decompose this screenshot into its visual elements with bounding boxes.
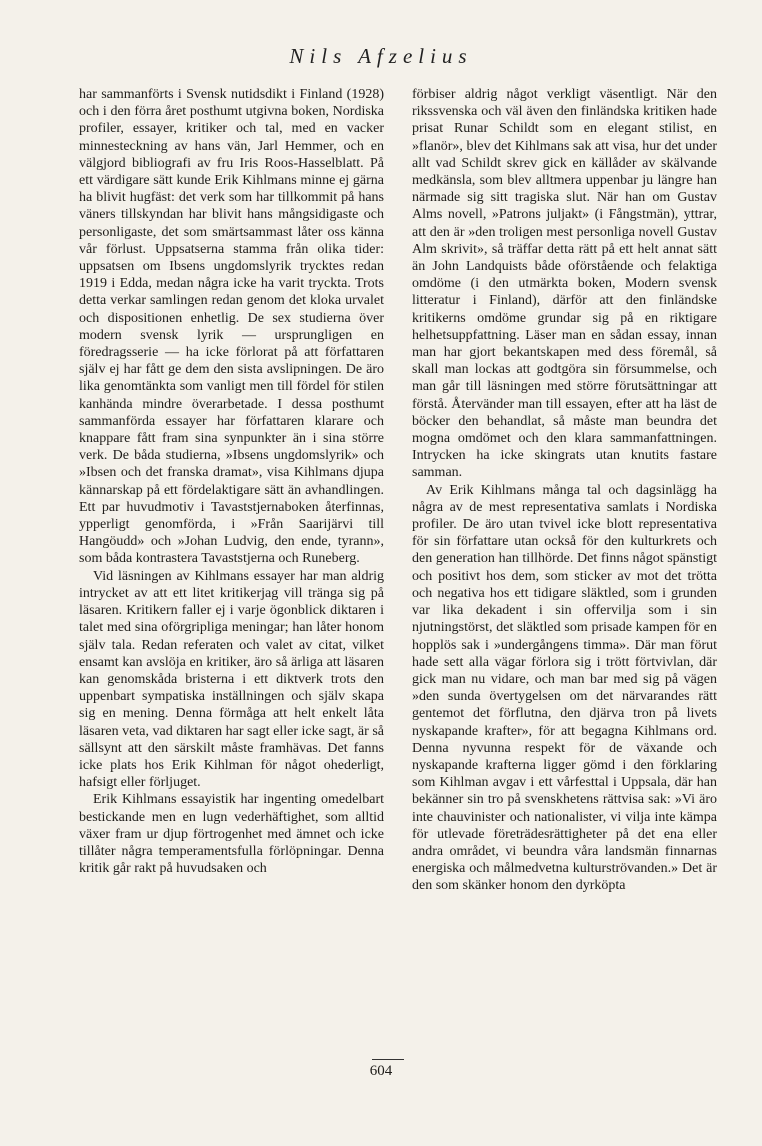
page-number: 604 [369, 1063, 393, 1079]
paragraph: Erik Kihlmans essayistik har ingenting omedelbart bestickande men en lugn vederhäftighet, som alltid växer fram ur djup förtrogenhet med ämnet och icke tillåter några temperamentsfulla förlöpningar. Denna kritik går rakt på huvudsaken och [79, 792, 384, 877]
paragraph: Vid läsningen av Kihlmans essayer har man aldrig intrycket av att ett litet kritikerjag vill tränga sig på läsaren. Kritikern faller ej i varje ögonblick diktaren i talet med sina oförgripliga meningar; han låter honom själv tala. Redan referaten och valet av citat, vilket ensamt kan avslöja en kritiker, äro så ärliga att läsaren kan genomskåda bristerna i ett diktverk trots den uppenbart sympatiska inställningen och själv skapa sig en mening. Denna förmåga att helt enkelt låta läsaren veta, vad diktaren har sagt eller icke sagt, är så sällsynt att den särskilt måste framhävas. Det fanns icke plats hos Erik Kihlman för något ohederligt, hafsigt eller förljuget. [79, 568, 384, 791]
right-column [412, 86, 717, 895]
paragraph: förbiser aldrig något verkligt väsentligt. När den rikssvenska och väl även den finländska kritiken hade prisat Runar Schildt som en elegant stilist, en »flanör», blev det Kihlmans sak att visa, hur det under allt vad Schildt skrev gick en källåder av skälvande medkänsla, som blev alltmera uppenbar ju längre han närmade sig sitt tragiska slut. När han om Gustav Alms novell, »Patrons juljakt» (i Fångstmän), yttrar, att den är »den troligen mest personliga novell Gustav Alm skrivit», så träffar detta rätt på ett helt annat sätt än John Landquists både oförstående och felaktiga omdöme (i den utmärkta boken, Modern svensk litteratur i Finland), därför att den finländske kritikerns omdöme grundar sig på en riktigare helhetsuppfattning. Läser man en sådan essay, innan man har gjort bekantskapen med dess föremål, så skall man lockas att godtgöra sin försummelse, och man går till läsningen med större förutsättningar att förstå. Återvänder man till essayen, efter att ha läst de böcker den behandlat, så måste man beundra det mogna omdömet och den klara sammanfattningen. Intrycken ha icke skingrats utan knutits fastare samman. [412, 87, 717, 481]
left-column [79, 86, 384, 877]
page-number-rule [372, 1059, 404, 1060]
running-head: Nils Afzelius [289, 44, 473, 68]
paragraph: har sammanförts i Svensk nutidsdikt i Finland (1928) och i den förra året posthumt utgivna boken, Nordiska profiler, essayer, kritiker och tal, med en vacker minnesteckning av hans vän, Jarl Hemmer, och en välgjord bibliografi av fru Iris Roos-Hasselblatt. På ett värdigare sätt kunde Erik Kihlmans minne ej gärna ha blivit hugfäst: det verk som har tillkommit på hans väners tillskyndan har blivit hans mångsidigaste och personligaste, det som smärtsammast låter oss känna vår förlust. Uppsatserna stamma från olika tider: uppsatsen om Ibsens ungdomslyrik trycktes redan 1919 i Edda, medan några icke ha varit tryckta. Trots detta verkar samlingen redan genom det kloka urvalet och dispositionen enhetlig. De sex studierna över modern svensk lyrik — ursprungligen en föredragsserie — ha icke förlorat på att författaren själv ej har fått ge dem den sista avslipningen. De äro lika genomtänkta som vanligt men till fördel för stilen kanhända mindre överarbetade. I dessa posthumt sammanförda essayer har författaren klarare och knappare fått fram sina synpunkter än i sina större verk. De båda studierna, »Ibsens ungdomslyrik» och »Ibsen och det franska dramat», visa Kihlmans djupa kännarskap på ett fördelaktigare sätt än avhandlingen. Ett par huvudmotiv i Tavaststjernaboken återfinnas, ypperligt genomförda, i »Från Saarijärvi till Hangöudd» och »Johan Ludvig, den ende, tyrann», som båda kontrastera Tavaststjerna och Runeberg. [79, 87, 384, 567]
paragraph: Av Erik Kihlmans många tal och dagsinlägg ha några av de mest representativa samlats i Nordiska profiler. De äro utan tvivel icke blott representativa för sin författare utan också för den kulturkrets och den generation han tillhörde. Det finns något spänstigt och positivt hos dem, som sticker av mot det trötta och negativa hos ett tidigare släktled, som i grunden var lika dekadent i sin offervilja som i sin njutningstörst, det släktled som prisade kampen för en hopplös sak i »undergångens timma». Där man förut hade sett alla vägar förlora sig i trött förtvivlan, där gick man nu vidare, och man bar med sig på vägen »den sunda övertygelsen om det närvarandes rätt gentemot det förflutna, den djärva tron på livets nyskapande krafter», för att begagna Kihlmans ord. Denna nyvunna respekt för de växande och nyskapande krafterna ligger gömd i den förklaring som Kihlman avgav i ett vårfesttal i Uppsala, där han bekänner sin tro på svenskhetens rättvisa sak: »Vi äro inte chauvinister och nationalister, vi vilja inte kämpa för utlevade företrädesrättigheter på det ena eller andra området, vi beundra våra landsmän finnarnas energiska och målmedvetna kulturströvanden.» Det är den som skänker honom den dyrköpta [412, 482, 717, 894]
